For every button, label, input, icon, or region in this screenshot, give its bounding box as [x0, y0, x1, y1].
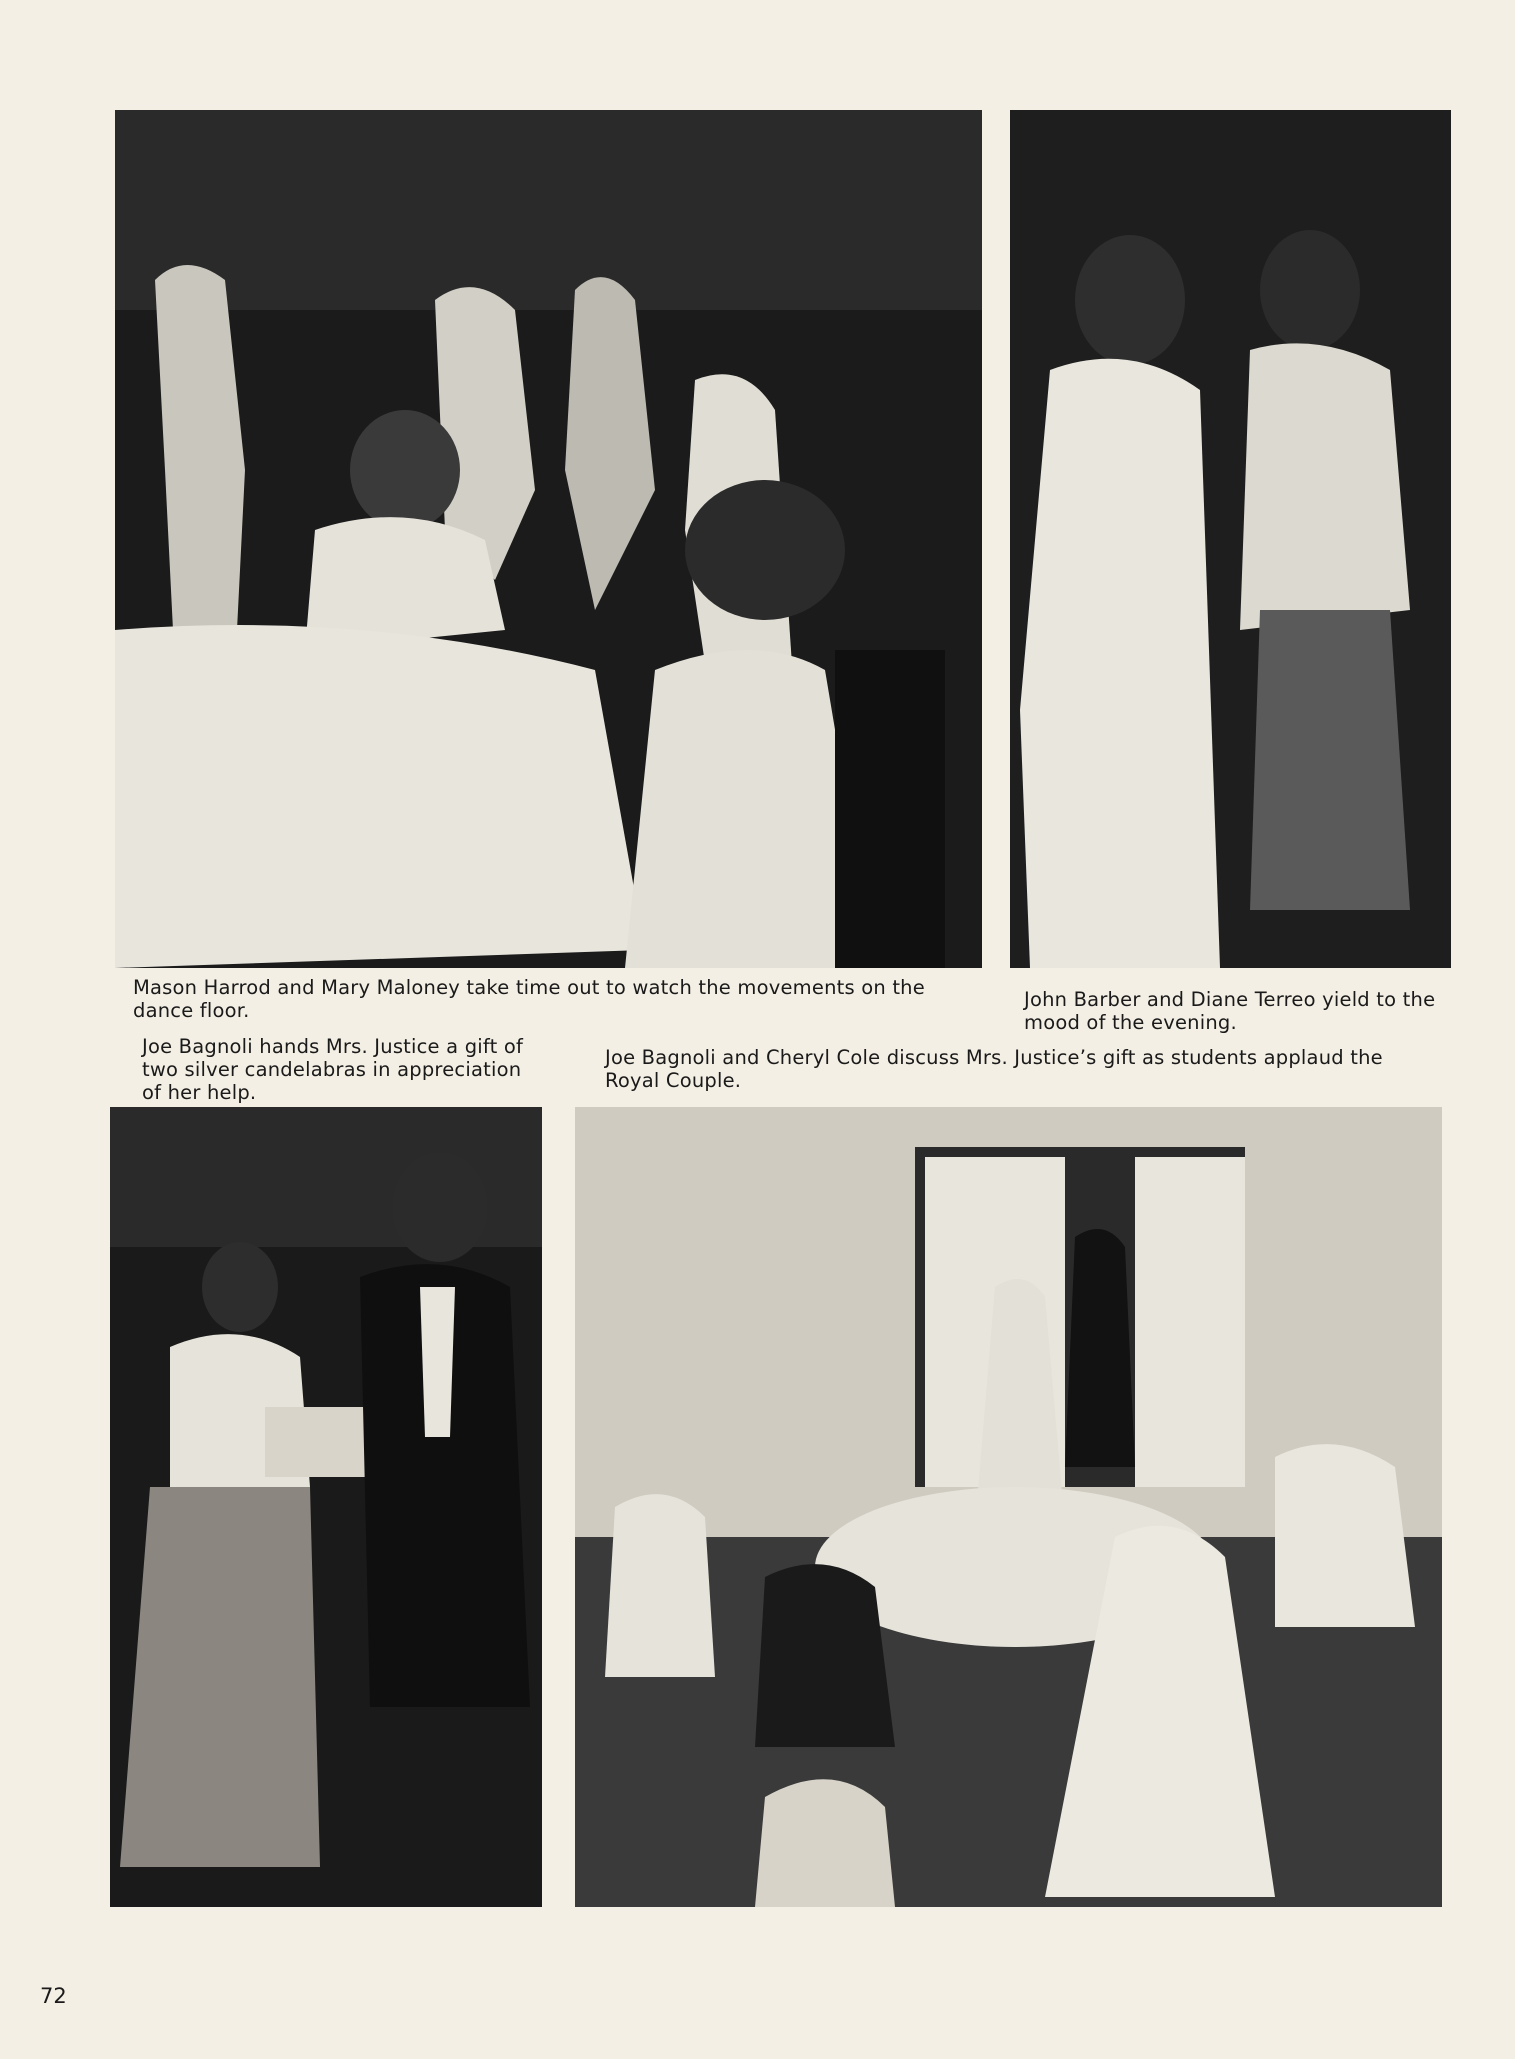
photo-dancing-couple: [1010, 110, 1451, 968]
caption-table-photo: Mason Harrod and Mary Maloney take time out to watch the movements on the dance floor.: [133, 976, 925, 1022]
photo-dancing-couple-image: [1010, 110, 1451, 968]
photo-royal-couple-image: [575, 1107, 1442, 1907]
photo-royal-couple: [575, 1107, 1442, 1907]
photo-table-scene-image: [115, 110, 982, 968]
photo-gift-exchange: [110, 1107, 542, 1907]
page-number: 72: [40, 1984, 67, 2008]
caption-dance-photo: John Barber and Diane Terreo yield to the mood of the evening.: [1024, 988, 1436, 1034]
photo-table-scene: [115, 110, 982, 968]
caption-gift-photo: Joe Bagnoli hands Mrs. Justice a gift of two silver candelabras in appreciation of her help.: [142, 1035, 524, 1104]
caption-royal-photo: Joe Bagnoli and Cheryl Cole discuss Mrs. Justice’s gift as students applaud the Royal Couple.: [605, 1046, 1383, 1092]
photo-gift-exchange-image: [110, 1107, 542, 1907]
